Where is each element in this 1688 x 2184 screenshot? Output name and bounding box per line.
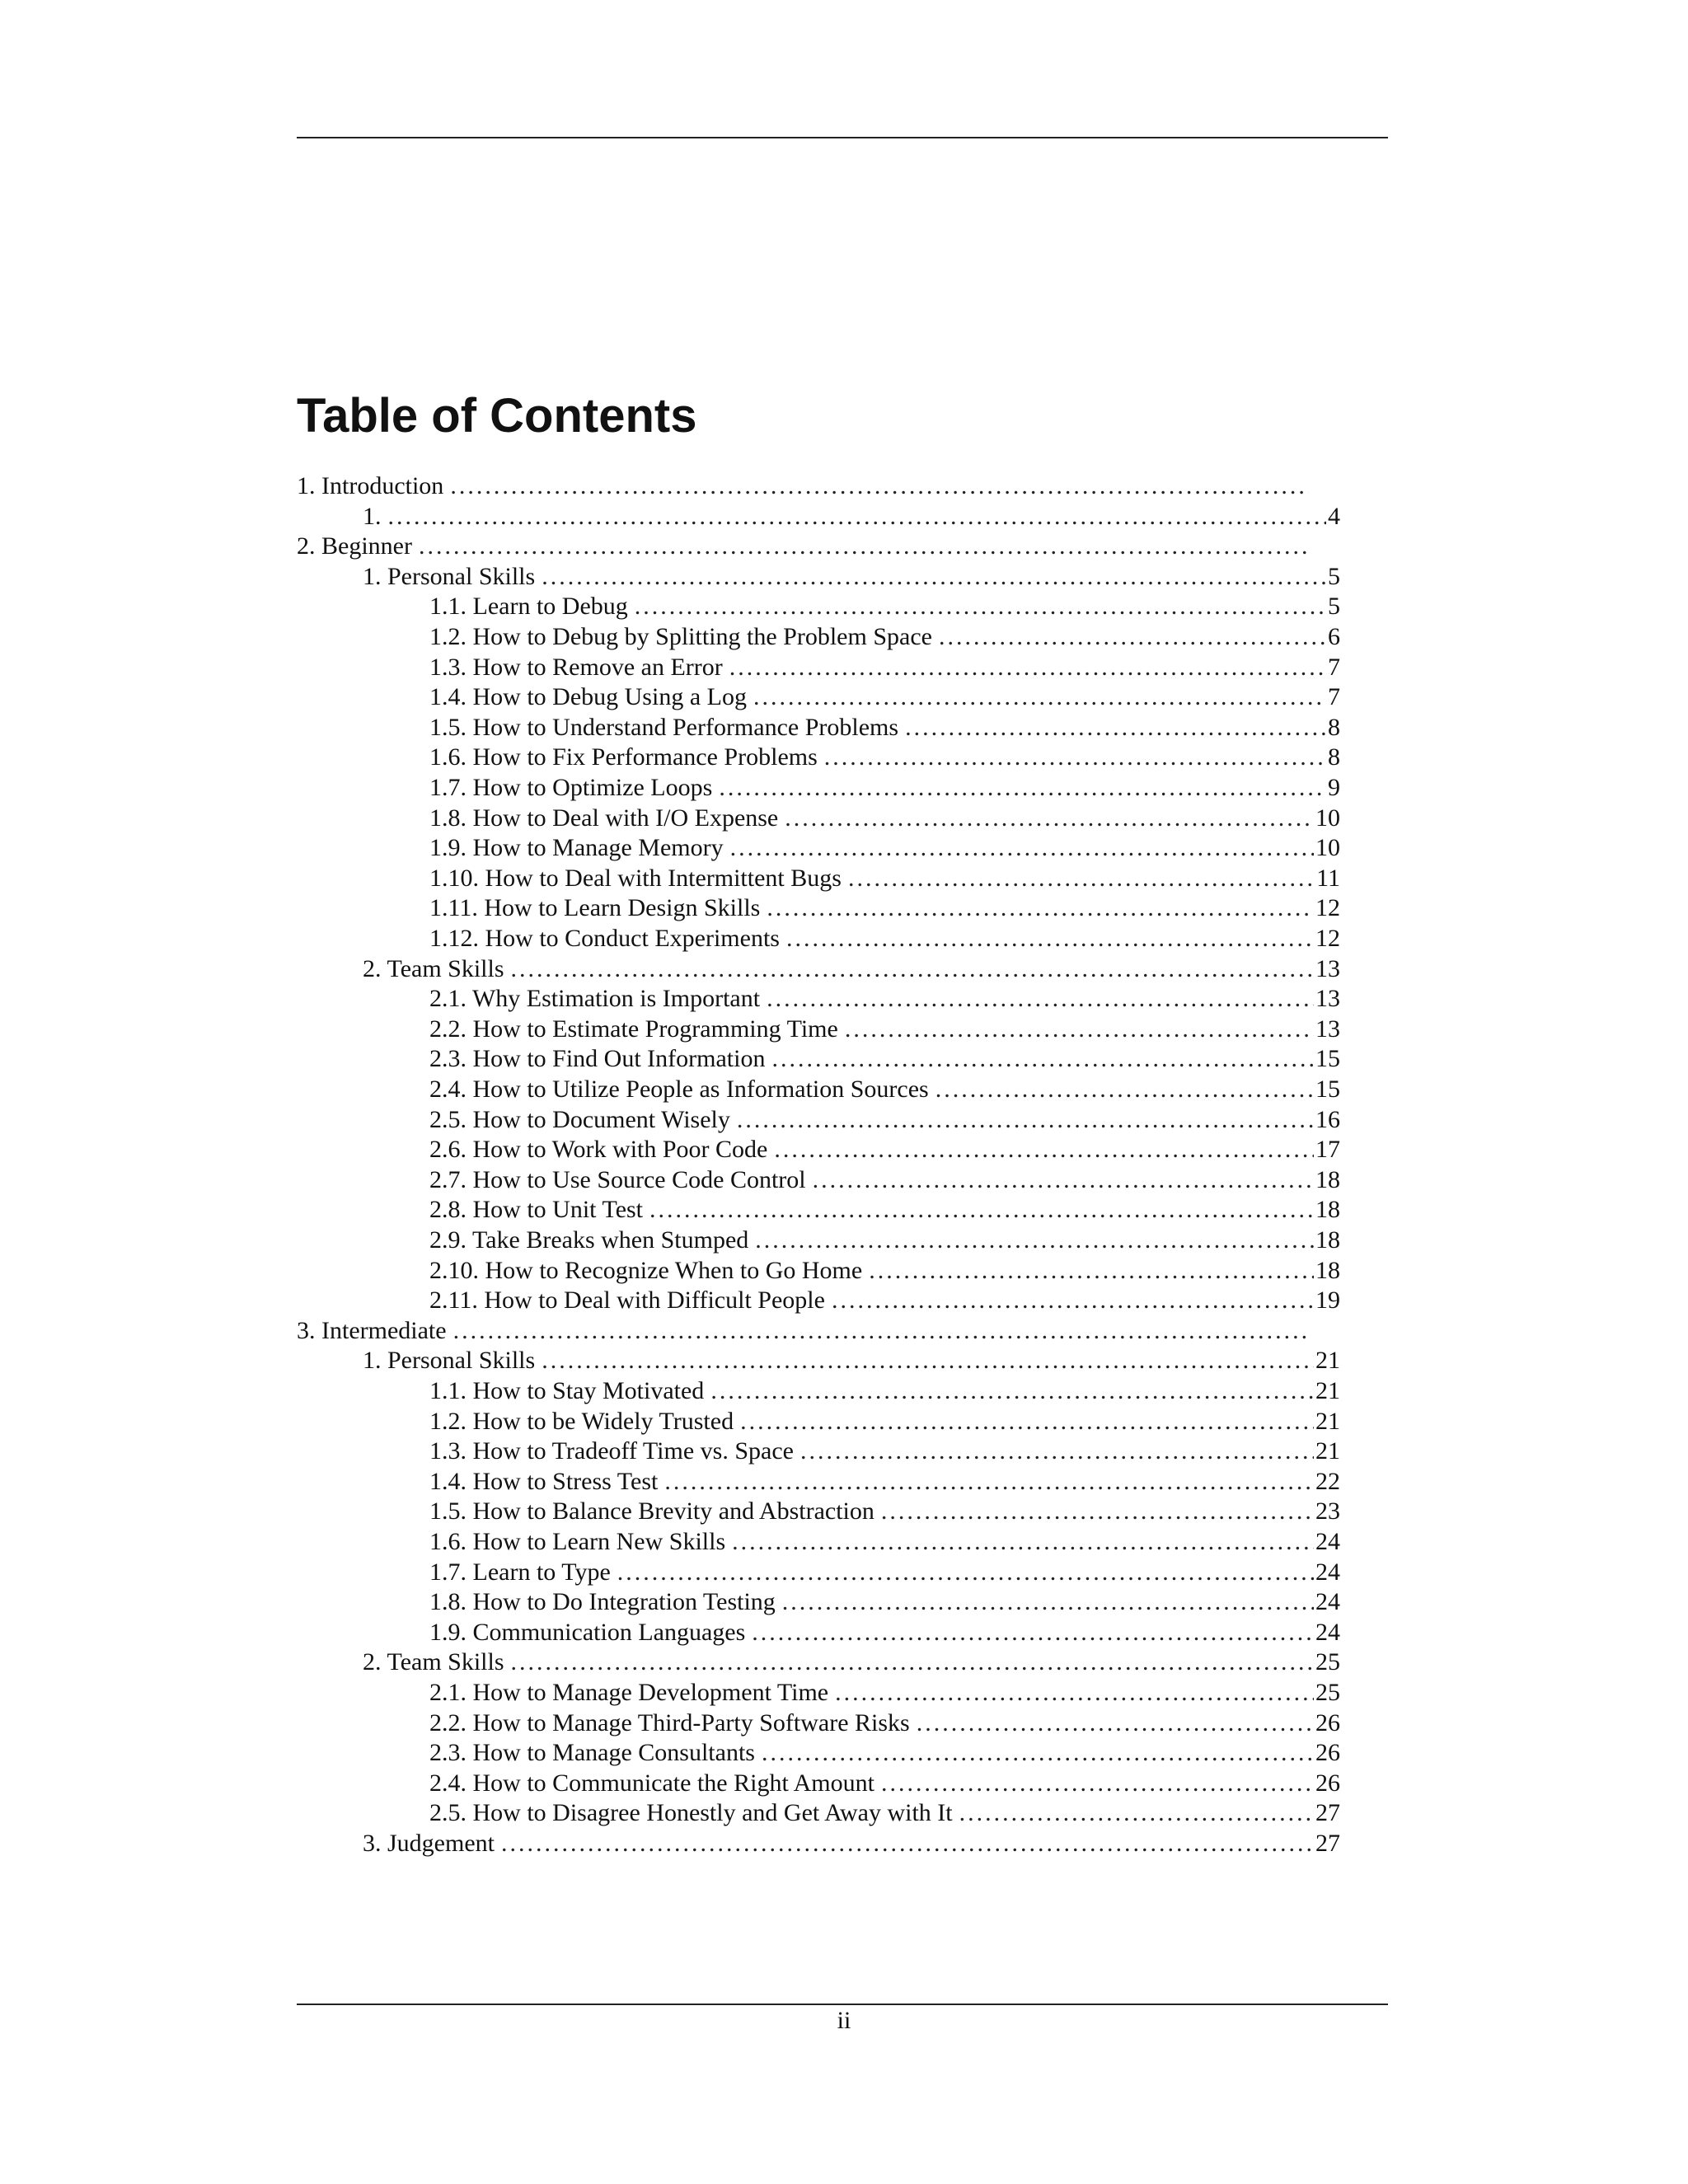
toc-entry-label: 1.8. How to Do Integration Testing [429,1588,776,1616]
toc-entry[interactable] [429,1708,1340,1738]
toc-entry-label: 2. Beginner [297,532,412,560]
toc-entry-page: 15 [1315,1045,1340,1073]
toc-entry[interactable] [429,1376,1340,1406]
toc-entry-label: 2.4. How to Communicate the Right Amount [429,1769,874,1797]
toc-entry[interactable] [429,1285,1340,1315]
toc-entry-label: 1.5. How to Balance Brevity and Abstraction [429,1497,874,1526]
toc-entry-label: 2.2. How to Estimate Programming Time [429,1015,838,1043]
toc-entry-page: 13 [1315,954,1340,982]
toc-entry[interactable] [363,501,1340,532]
toc-dot-leader [753,682,1326,712]
toc-entry-label: 1.9. Communication Languages [429,1618,746,1646]
toc-entry-page: 10 [1315,804,1340,832]
toc-dot-leader [881,1496,1314,1526]
toc-entry-page: 4 [1328,502,1340,530]
toc-dot-leader [740,1406,1314,1436]
toc-entry-label: 1.9. How to Manage Memory [429,834,724,862]
toc-entry-page: 16 [1315,1105,1340,1133]
toc-entry[interactable] [363,954,1340,984]
toc-entry-label: 1.2. How to Debug by Splitting the Problem Space [429,623,932,650]
toc-entry[interactable] [429,652,1340,682]
toc-dot-leader [752,1617,1314,1647]
toc-entry-page: 25 [1315,1648,1340,1676]
toc-dot-leader [786,923,1314,954]
toc-dot-leader [762,1737,1314,1768]
toc-entry-label: 2. Team Skills [363,1648,504,1676]
toc-dot-leader [767,893,1314,923]
toc-dot-leader [800,1436,1314,1466]
toc-entry-label: 2.4. How to Utilize People as Information Sources [429,1076,929,1103]
toc-entry-page: 7 [1328,653,1340,681]
toc-entry[interactable] [429,1737,1340,1768]
toc-entry-page: 10 [1315,834,1340,862]
toc-entry[interactable] [429,832,1340,863]
toc-entry-label: 2.5. How to Document Wisely [429,1105,730,1133]
toc-dot-leader [737,1104,1314,1135]
toc-entry-label: 1. Personal Skills [363,562,536,590]
toc-entry-page: 8 [1328,713,1340,741]
toc-entry[interactable] [363,1345,1340,1376]
toc-dot-leader [511,1647,1314,1677]
toc-entry[interactable] [363,1828,1340,1858]
toc-entry-label: 2.9. Take Breaks when Stumped [429,1226,749,1254]
toc-dot-leader [935,1074,1314,1104]
toc-entry[interactable] [429,1677,1340,1708]
toc-entry[interactable] [429,621,1340,652]
toc-entry[interactable] [429,1225,1340,1255]
toc-dot-leader [767,983,1314,1014]
toc-dot-leader [869,1255,1314,1286]
toc-entry-page: 12 [1315,925,1340,952]
toc-entry-label: 2.1. Why Estimation is Important [429,985,761,1013]
toc-entry-page: 5 [1328,562,1340,590]
toc-entry[interactable] [429,1134,1340,1165]
toc-dot-leader [774,1134,1314,1165]
toc-entry-label: 1.2. How to be Widely Trusted [429,1407,734,1435]
toc-dot-leader [881,1768,1314,1798]
toc-entry-label: 1. Personal Skills [363,1347,536,1375]
toc-entry[interactable] [429,1043,1340,1074]
toc-dot-leader [845,1014,1314,1044]
toc-entry-label: 2.8. How to Unit Test [429,1196,644,1224]
toc-entry-page: 22 [1315,1467,1340,1495]
toc-dot-leader [542,1345,1314,1376]
toc-entry[interactable] [429,1617,1340,1647]
toc-entry-label: 1.1. How to Stay Motivated [429,1377,705,1404]
toc-dot-leader [664,1466,1314,1497]
toc-entry[interactable] [429,1194,1340,1225]
toc-entry-label: 3. Judgement [363,1830,495,1857]
toc-entry-label: 1.7. Learn to Type [429,1558,611,1586]
toc-dot-leader [824,742,1326,772]
toc-entry-label: 2.6. How to Work with Poor Code [429,1136,768,1164]
toc-entry[interactable] [429,591,1340,621]
toc-entry[interactable] [429,1165,1340,1195]
toc-entry[interactable] [429,1255,1340,1286]
toc-dot-leader [917,1708,1314,1738]
toc-dot-leader [649,1194,1314,1225]
toc-entry-page: 9 [1328,774,1340,801]
toc-entry[interactable] [429,742,1340,772]
toc-entry[interactable] [429,1797,1340,1828]
toc-dot-leader [388,501,1327,532]
toc-entry-label: 1.7. How to Optimize Loops [429,774,713,801]
toc-entry[interactable] [297,471,1311,501]
toc-dot-leader [511,954,1314,984]
toc-entry-label: 1.12. How to Conduct Experiments [429,925,780,952]
toc-dot-leader [719,772,1326,803]
toc-entry-label: 2.3. How to Manage Consultants [429,1739,755,1767]
toc-dot-leader [939,621,1326,652]
toc-entry-page: 18 [1315,1196,1340,1224]
toc-dot-leader [959,1797,1314,1828]
toc-dot-leader [785,803,1314,833]
toc-entry-page: 21 [1315,1407,1340,1435]
toc-entry[interactable] [429,1496,1340,1526]
toc-entry-page: 11 [1316,864,1340,892]
header-rule [297,137,1388,138]
toc-dot-leader [730,832,1314,863]
toc-entry-label: 2.7. How to Use Source Code Control [429,1165,806,1193]
toc-entry[interactable] [429,923,1340,954]
toc-entry-label: 1.1. Learn to Debug [429,593,628,621]
toc-entry[interactable] [429,803,1340,833]
toc-entry-page: 26 [1315,1739,1340,1767]
toc-entry-label: 1.6. How to Learn New Skills [429,1528,726,1555]
toc-entry-page: 5 [1328,593,1340,621]
toc-entry-page: 24 [1315,1558,1340,1586]
toc-entry-page: 27 [1315,1799,1340,1827]
toc-entry-label: 2.3. How to Find Out Information [429,1045,766,1073]
toc-entry[interactable] [429,1557,1340,1587]
toc-dot-leader [710,1376,1314,1406]
toc-dot-leader [813,1165,1314,1195]
toc-entry-page: 7 [1328,683,1340,711]
toc-dot-leader [450,471,1309,501]
toc-dot-leader [848,863,1315,893]
toc-entry-label: 2.11. How to Deal with Difficult People [429,1286,825,1315]
toc-entry-label: 1.4. How to Debug Using a Log [429,683,747,711]
toc-entry-label: 1.11. How to Learn Design Skills [429,894,761,922]
toc-entry-label: 2.10. How to Recognize When to Go Home [429,1256,863,1284]
toc-entry[interactable] [429,1466,1340,1497]
toc-entry[interactable] [429,1586,1340,1617]
toc-entry[interactable] [297,531,1311,561]
toc-entry-label: 1.5. How to Understand Performance Problems [429,713,899,741]
toc-entry[interactable] [297,1315,1311,1346]
toc-entry-label: 1.4. How to Stress Test [429,1467,659,1495]
toc-entry[interactable] [429,1014,1340,1044]
toc-entry[interactable] [429,772,1340,803]
toc-entry-page: 15 [1315,1076,1340,1103]
toc-entry-page: 23 [1315,1497,1340,1526]
toc-entry[interactable] [429,712,1340,743]
toc-entry-page: 21 [1315,1347,1340,1375]
toc-dot-leader [755,1225,1314,1255]
toc-entry-label: 1. [363,502,382,530]
page-number: ii [837,2007,851,2034]
toc-entry-page: 26 [1315,1708,1340,1736]
toc-entry-page: 13 [1315,1015,1340,1043]
toc-entry-page: 27 [1315,1830,1340,1857]
toc-dot-leader [905,712,1326,743]
toc-dot-leader [771,1043,1314,1074]
toc-entry-page: 21 [1315,1377,1340,1404]
toc-entry[interactable] [429,682,1340,712]
toc-entry-page: 13 [1315,985,1340,1013]
toc-entry-page: 24 [1315,1618,1340,1646]
toc-entry[interactable] [429,1104,1340,1135]
toc-dot-leader [729,652,1326,682]
toc-dot-leader [453,1315,1309,1346]
toc-entry[interactable] [363,561,1340,592]
toc-entry-label: 2.1. How to Manage Development Time [429,1679,829,1706]
toc-dot-leader [501,1828,1314,1858]
toc-entry[interactable] [429,1074,1340,1104]
toc-dot-leader [835,1677,1314,1708]
toc-entry-page: 12 [1315,894,1340,922]
toc-entry-page: 25 [1315,1679,1340,1706]
toc-entry-label: 1.3. How to Tradeoff Time vs. Space [429,1437,794,1465]
toc-entry-page: 18 [1315,1226,1340,1254]
toc-dot-leader [542,561,1326,592]
toc-entry-page: 21 [1315,1437,1340,1465]
toc-entry-label: 1.6. How to Fix Performance Problems [429,743,818,771]
toc-entry-page: 8 [1328,743,1340,771]
toc-dot-leader [635,591,1326,621]
toc-entry-label: 1.8. How to Deal with I/O Expense [429,804,779,832]
page-title: Table of Contents [297,389,697,443]
toc-entry-label: 2.5. How to Disagree Honestly and Get Away with It [429,1799,953,1827]
toc-dot-leader [782,1586,1314,1617]
toc-entry[interactable] [363,1647,1340,1677]
toc-dot-leader [732,1526,1314,1557]
toc-entry[interactable] [429,1406,1340,1436]
toc-entry[interactable] [429,1768,1340,1798]
toc-entry[interactable] [429,893,1340,923]
toc-entry-page: 19 [1315,1286,1340,1315]
toc-entry[interactable] [429,863,1340,893]
toc-entry-label: 1.3. How to Remove an Error [429,653,723,681]
toc-entry-page: 24 [1315,1528,1340,1555]
toc-dot-leader [832,1285,1314,1315]
toc-entry-page: 18 [1315,1256,1340,1284]
toc-dot-leader [617,1557,1314,1587]
toc-entry-page: 17 [1315,1136,1340,1164]
toc-entry-label: 2. Team Skills [363,954,504,982]
toc-entry-page: 24 [1315,1588,1340,1616]
toc-entry-page: 6 [1328,623,1340,650]
toc-entry[interactable] [429,1526,1340,1557]
toc-entry-page: 26 [1315,1769,1340,1797]
toc-dot-leader [419,531,1309,561]
toc-entry-label: 1.10. How to Deal with Intermittent Bugs [429,864,842,892]
toc-entry-label: 2.2. How to Manage Third-Party Software Risks [429,1708,910,1736]
toc-entry-label: 1. Introduction [297,472,444,499]
toc-entry[interactable] [429,1436,1340,1466]
toc-entry[interactable] [429,983,1340,1014]
toc-entry-page: 18 [1315,1165,1340,1193]
toc-entry-label: 3. Intermediate [297,1316,447,1344]
